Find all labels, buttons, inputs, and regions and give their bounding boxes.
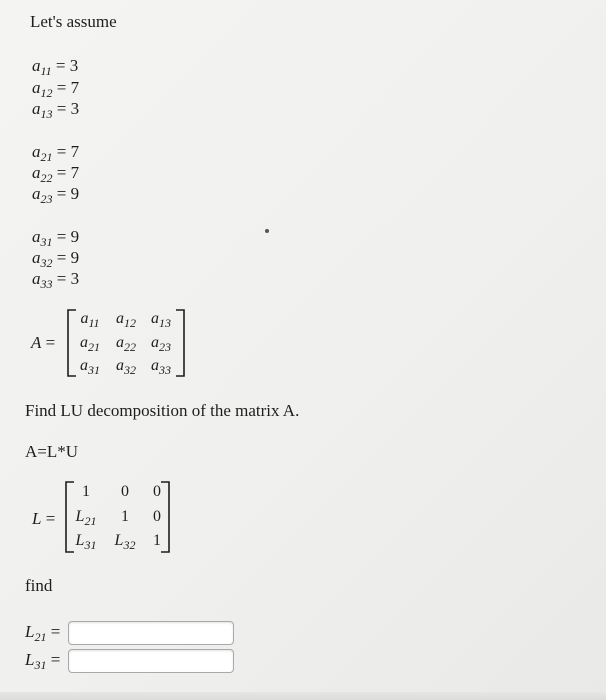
element-a11: $a_{11} = 3$ [32, 56, 79, 78]
matrix-a-cell: $a_{12}$ [116, 310, 136, 330]
matrix-a-cell: $a_{22}$ [116, 334, 136, 354]
element-a13: $a_{13} = 3$ [32, 99, 80, 121]
matrix-a-label: A = [31, 333, 56, 352]
find-label: find [25, 576, 53, 595]
page-bottom-edge [0, 692, 606, 700]
element-a12: $a_{12} = 7$ [32, 78, 80, 100]
matrix-a-cell: $a_{33}$ [151, 357, 171, 377]
matrix-l-cell: $L_{32}$ [114, 532, 136, 552]
l31-input[interactable] [68, 649, 234, 673]
element-a33: $a_{33} = 3$ [32, 269, 80, 291]
answer-l31-label: $L_{31}$ = [25, 650, 61, 672]
matrix-l-cell: 1 [153, 532, 161, 549]
element-a32: $a_{32} = 9$ [32, 248, 80, 270]
element-a23: $a_{23} = 9$ [32, 184, 80, 206]
intro-text: Let's assume [30, 12, 117, 31]
matrix-l-cell: $L_{31}$ [75, 532, 97, 552]
matrix-l-label: L = [32, 509, 56, 528]
matrix-l-cell: $L_{21}$ [75, 508, 97, 528]
task-text: Find LU decomposition of the matrix A. [25, 401, 300, 420]
element-a31: $a_{31} = 9$ [32, 227, 80, 249]
matrix-a-cell: $a_{13}$ [151, 310, 171, 330]
matrix-a-cell: $a_{11}$ [80, 310, 100, 330]
matrix-l-cell: 0 [153, 483, 161, 500]
matrix-l-cell: 0 [153, 508, 161, 525]
matrix-l-cell: 0 [121, 483, 129, 500]
element-a22: $a_{22} = 7$ [32, 163, 80, 185]
matrix-a-cell: $a_{32}$ [116, 357, 136, 377]
formula-text: A=L*U [25, 442, 79, 461]
matrix-a-cell: $a_{21}$ [80, 334, 100, 354]
matrix-a-cell: $a_{23}$ [151, 334, 171, 354]
element-a21: $a_{21} = 7$ [32, 142, 80, 164]
answer-l21-label: $L_{21}$ = [25, 622, 61, 644]
matrix-l-cell: 1 [82, 483, 90, 500]
matrix-a-cell: $a_{31}$ [80, 357, 100, 377]
l21-input[interactable] [68, 621, 234, 645]
matrix-l-cell: 1 [121, 508, 129, 525]
stray-dot [265, 229, 269, 233]
